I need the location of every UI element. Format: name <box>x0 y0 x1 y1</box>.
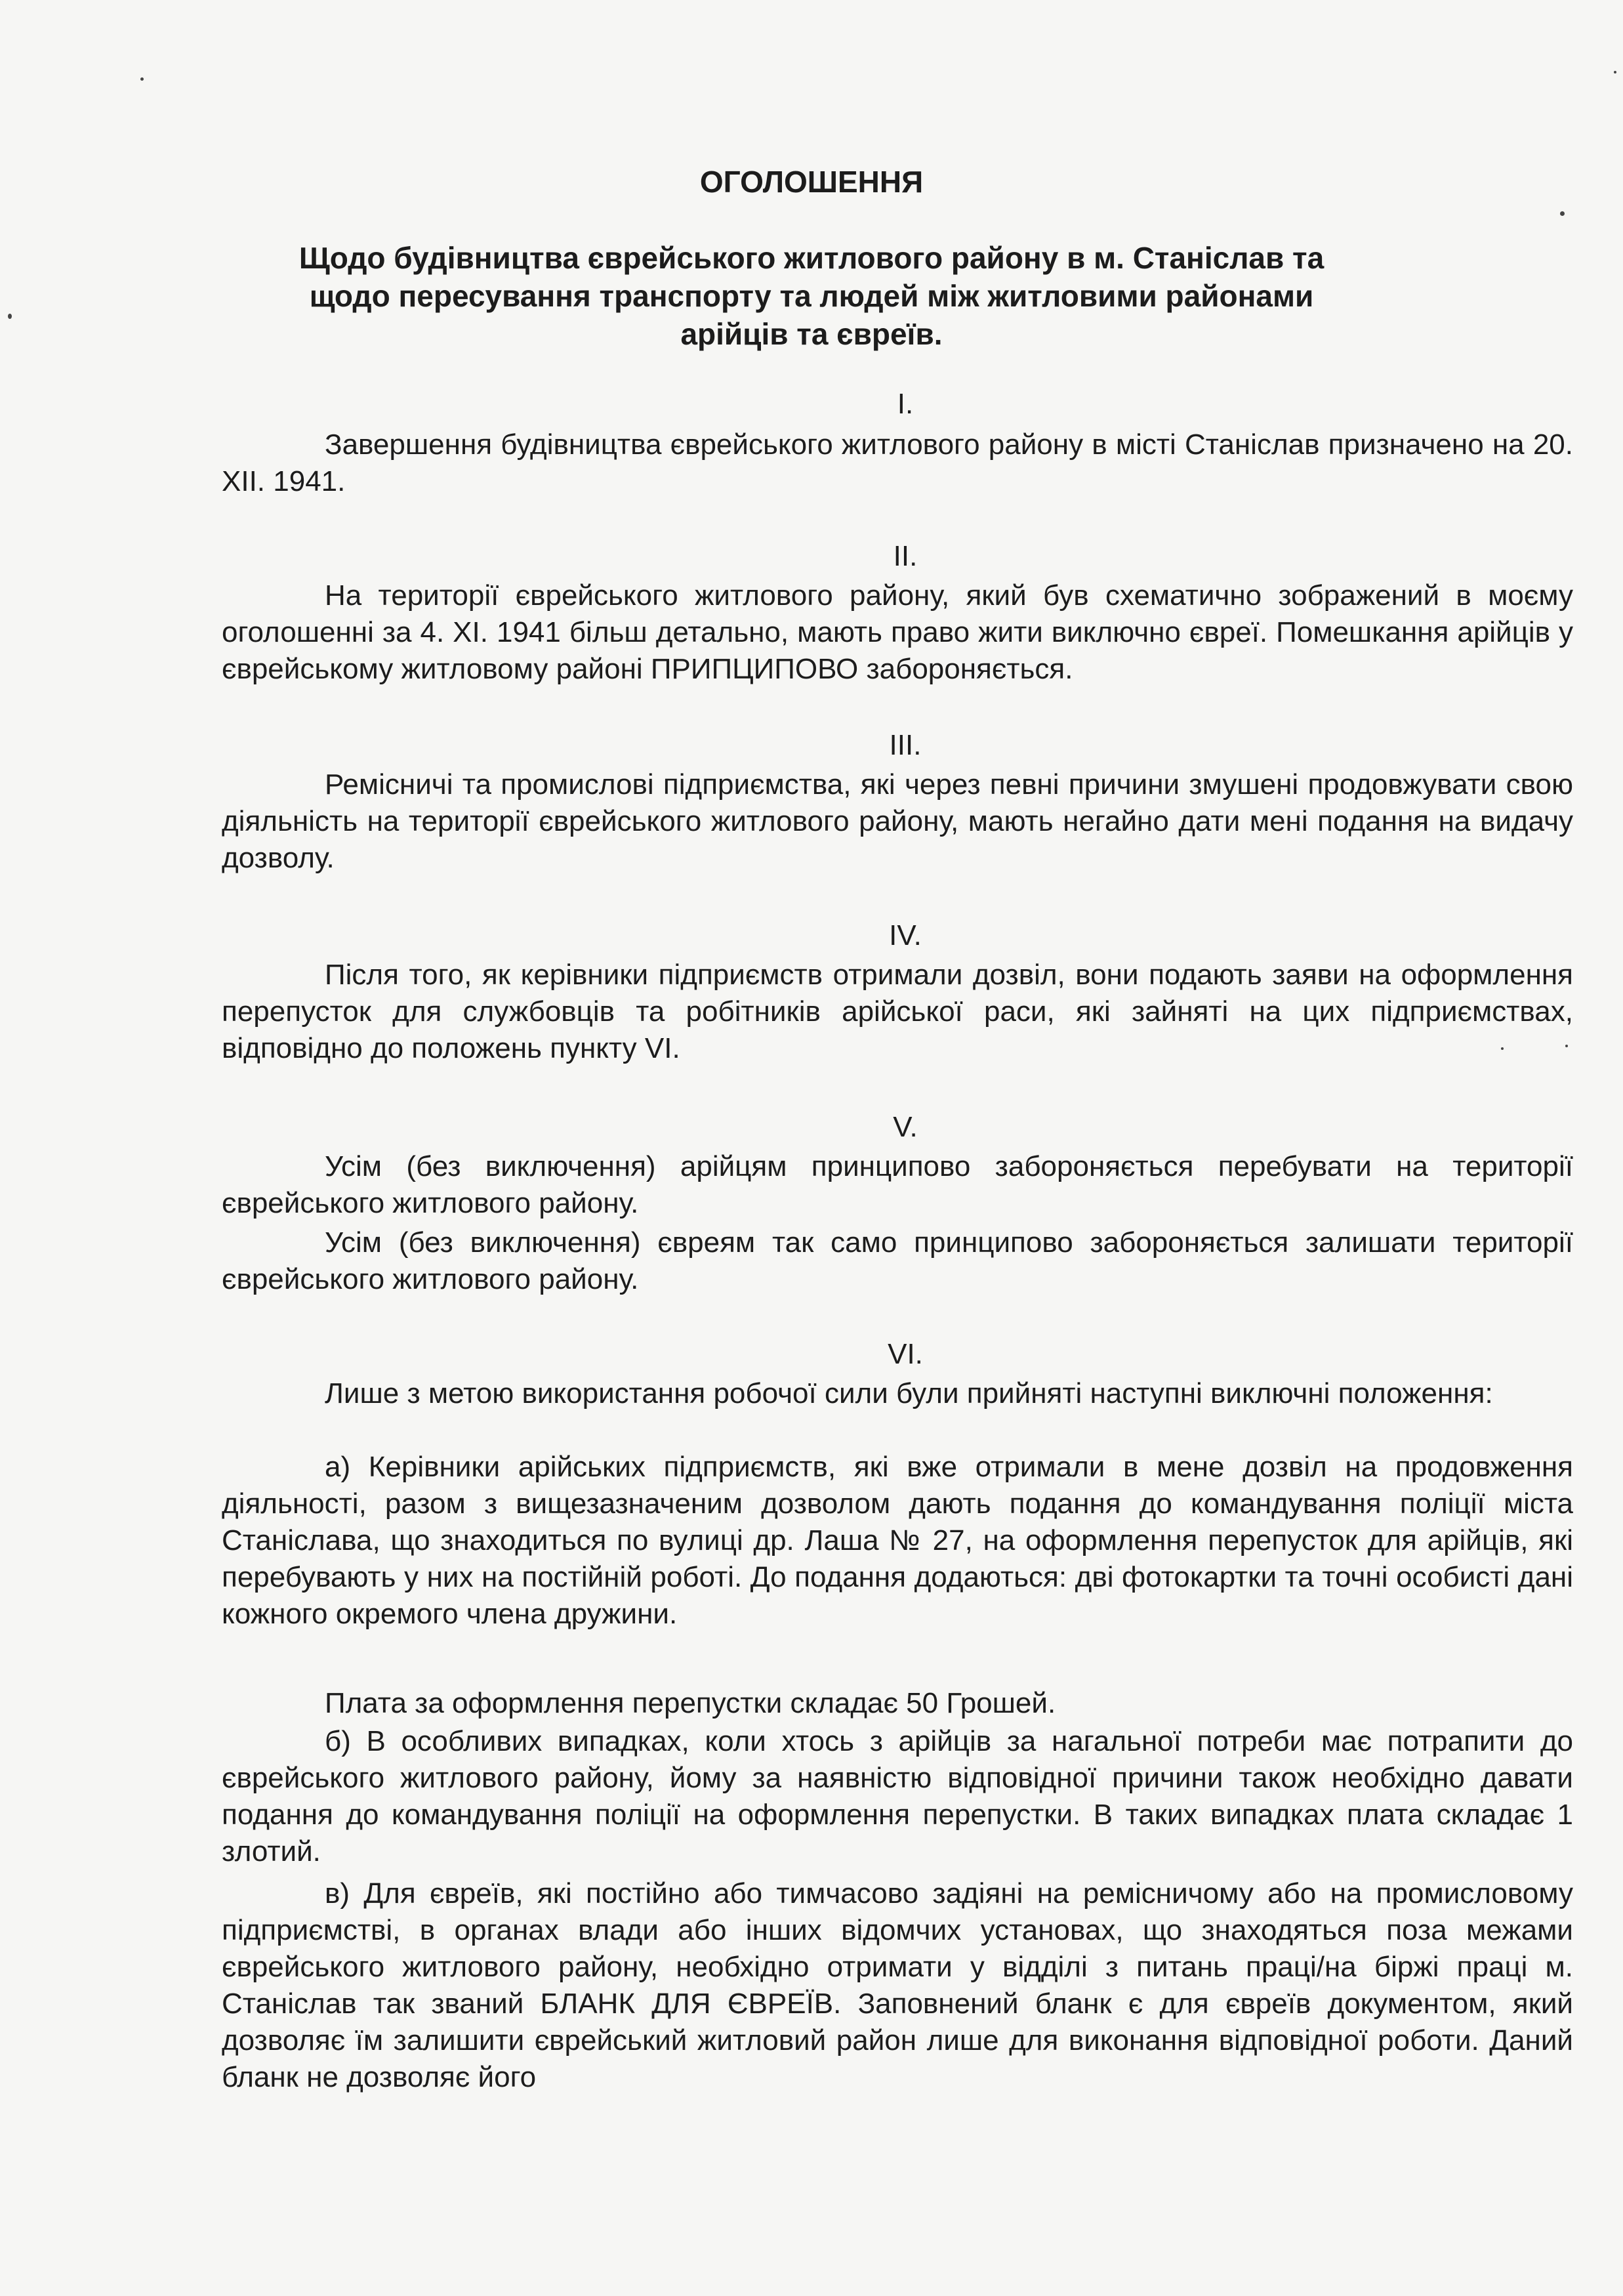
section-number: V. <box>893 1111 918 1143</box>
section-number: VI. <box>888 1338 923 1370</box>
document-title: ОГОЛОШЕННЯ <box>699 165 924 199</box>
section-number: IV. <box>889 919 922 951</box>
scan-speck <box>1614 71 1616 73</box>
section-paragraph: Ремісничі та промислові підприємства, які через певні причини змушені продовжувати свою діяльність на території єврейського житлового району, мають негайно дати мені подання на видачу дозволу. <box>222 768 1573 874</box>
section-paragraph: Плата за оформлення перепустки складає 50 Грошей. <box>325 1687 1056 1719</box>
section-paragraph: Лише з метою використання робочої сили були прийняті наступні виключні положення: <box>325 1377 1493 1409</box>
subtitle-line: Щодо будівництва єврейського житлового району в м. Станіслав та <box>298 241 1325 275</box>
section-paragraph: Завершення будівництва єврейського житлового району в місті Станіслав призначено на 20. XII. 1941. <box>222 428 1573 497</box>
subtitle-line: арійців та євреїв. <box>680 317 943 351</box>
section-number: III. <box>889 729 922 761</box>
section-paragraph: Після того, як керівники підприємств отримали дозвіл, вони подають заяви на оформлення перепусток для службовців та робітників арійської раси, які зайняті на цих підприємствах, відповідно до положень пункту VI. <box>222 959 1573 1064</box>
section-paragraph: а) Керівники арійських підприємств, які вже отримали в мене дозвіл на продовження діяльності, разом з вищезазначеним дозволом дають подання до командування поліції міста Станіслава, що знаходиться по вулиці др. Лаша № 27, на оформлення перепусток для арійців, які перебувають у них на постійній роботі. До подання додаються: дві фотокартки та точні особисті дані кожного окремого члена дружини. <box>222 1451 1573 1630</box>
section-paragraph: На території єврейського житлового району, який був схематично зображений в моєму оголошенні за 4. XI. 1941 більш детально, мають право жити виключно євреї. Помешкання арійців у єврейському житловому районі ПРИПЦИПОВО забороняється. <box>222 579 1573 685</box>
section-number: I. <box>897 388 914 420</box>
section-paragraph: Усім (без виключення) євреям так само принципово забороняється залишати території єврейського житлового району. <box>222 1226 1573 1295</box>
scan-speck <box>1560 211 1565 216</box>
document-subtitle <box>0 239 1623 353</box>
section-number: II. <box>893 540 918 572</box>
scan-speck <box>140 77 144 81</box>
section-paragraph: в) Для євреїв, які постійно або тимчасово задіяні на ремісничому або на промисловому підприємстві, в органах влади або інших відомчих установах, що знаходяться поза межами єврейського житлового району, необхідно отримати у відділі з питань праці/на біржі праці м. Станіслав так званий БЛАНК ДЛЯ ЄВРЕЇВ. Заповнений бланк є для євреїв документом, який дозволяє їм залишити єврейський житловий район лише для виконання відповідної роботи. Даний бланк не дозволяє його <box>222 1877 1573 2093</box>
section-paragraph: б) В особливих випадках, коли хтось з арійців за нагальної потреби має потрапити до єврейського житлового району, йому за наявністю відповідної причини також необхідно давати подання до командування поліції на оформлення перепустки. В таких випадках плата складає 1 злотий. <box>222 1725 1573 1868</box>
subtitle-line: щодо пересування транспорту та людей між житловими районами <box>309 279 1314 313</box>
section-paragraph: Усім (без виключення) арійцям принципово забороняється перебувати на території єврейського житлового району. <box>222 1150 1573 1219</box>
